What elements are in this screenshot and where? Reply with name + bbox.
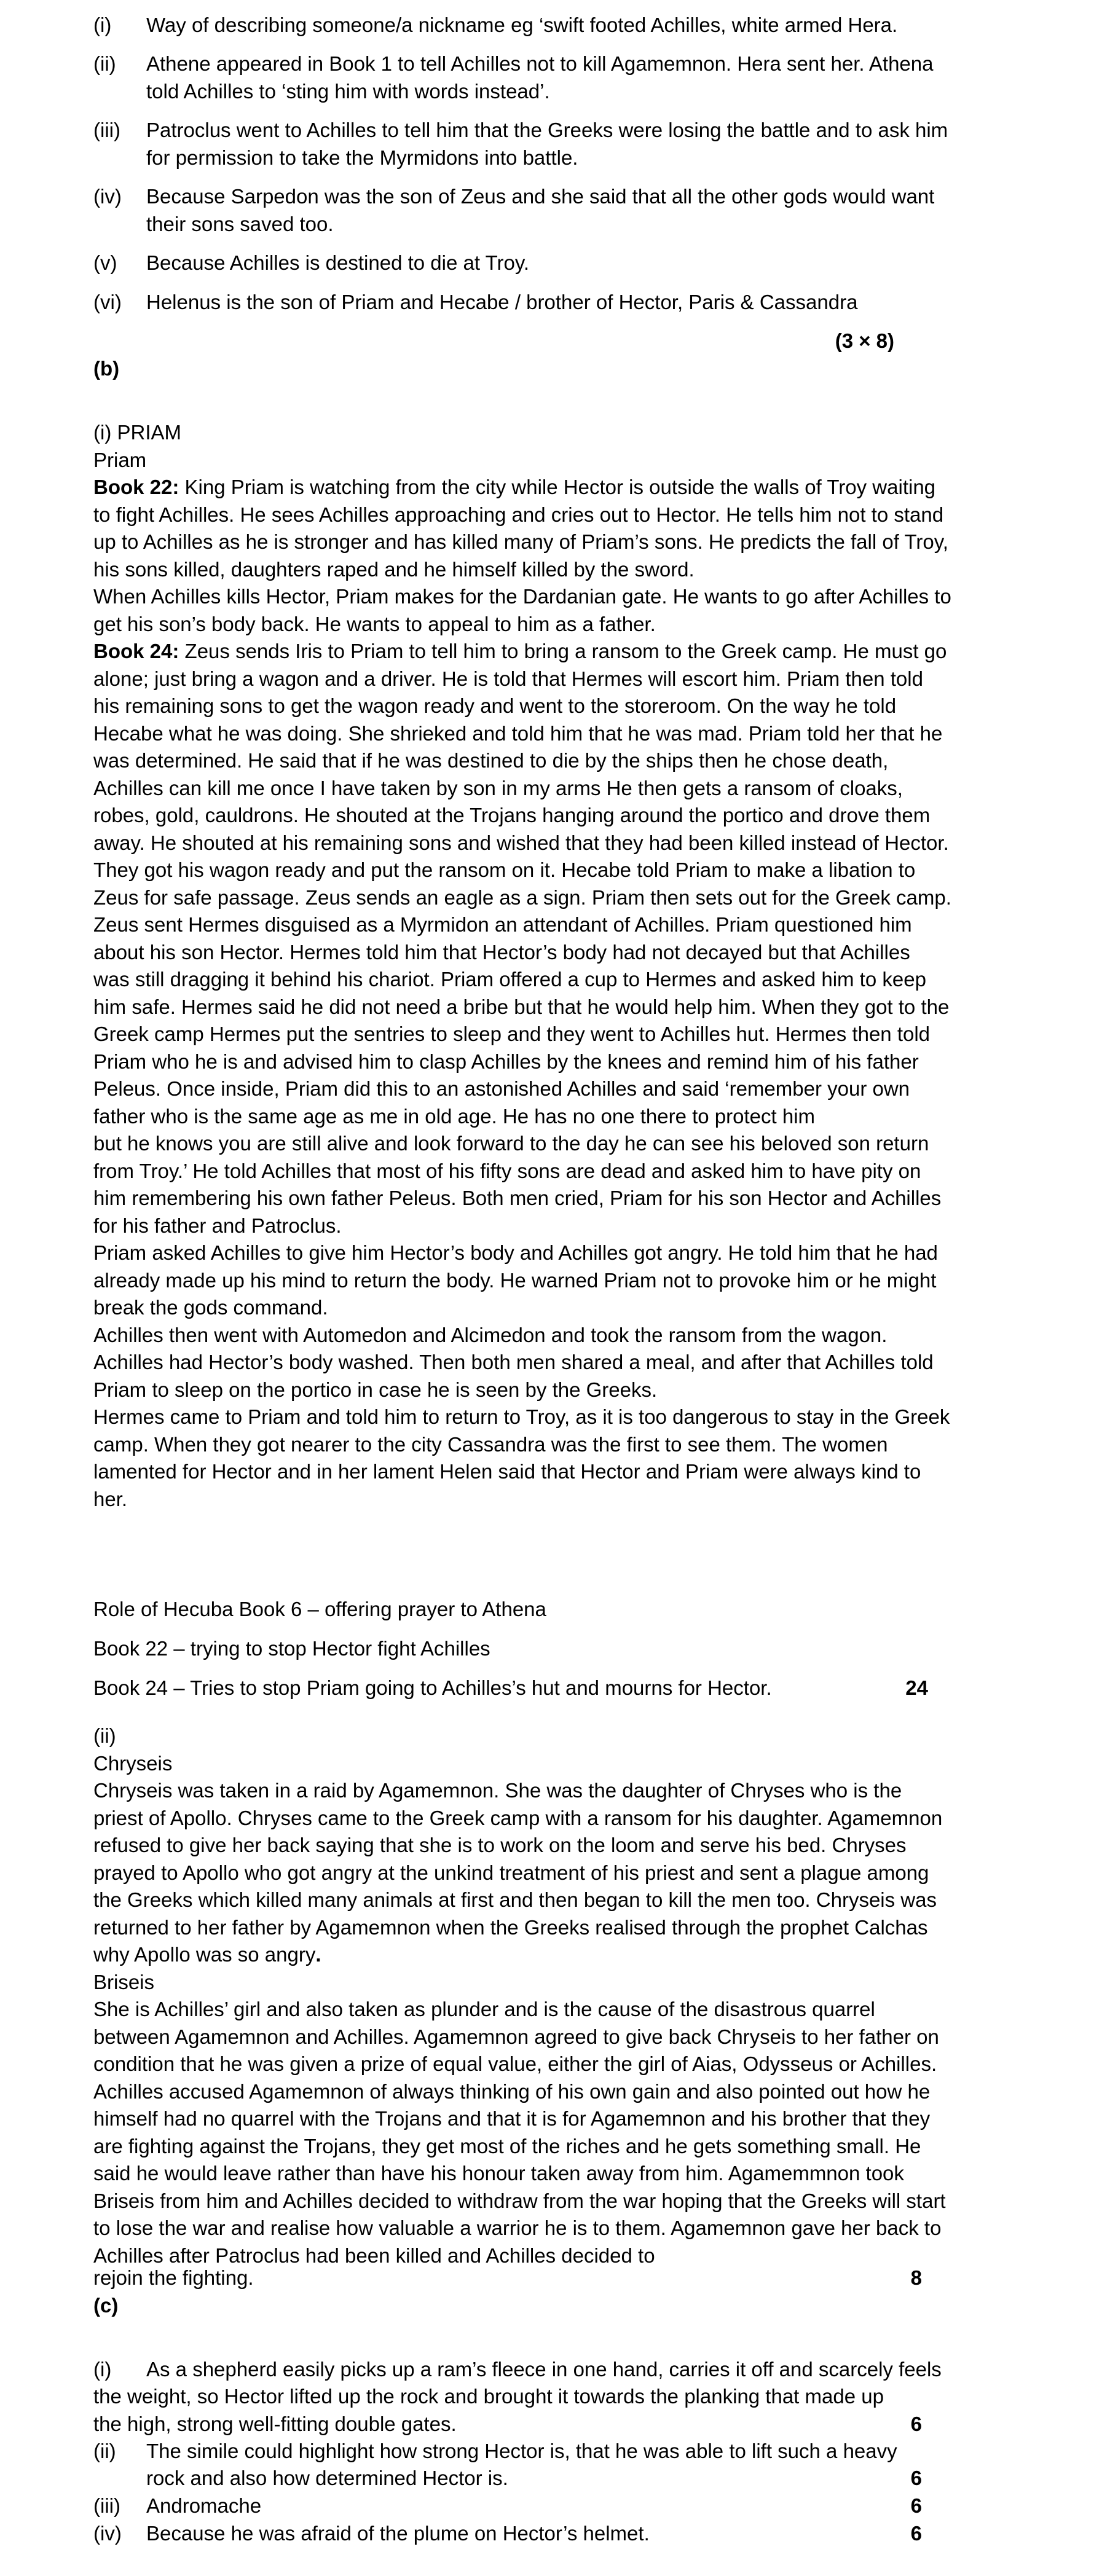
part-b-i-marks: 24 [905, 1676, 928, 1699]
item-number: (ii) [93, 52, 116, 75]
answer-c-iv-marks: 6 [910, 2522, 922, 2545]
part-b-i [93, 419, 951, 1513]
item-number: (ii) [93, 2440, 116, 2462]
paragraph: When Achilles kills Hector, Priam makes for the Dardanian gate. He wants to go after Achilles to get his son’s body back. He wants to appeal to him as a father. [93, 585, 951, 635]
answer-a-iv: Because Sarpedon was the son of Zeus and she said that all the other gods would want their sons saved too. [146, 185, 935, 235]
answer-c-i-marks: 6 [910, 2413, 922, 2435]
section-a-marks: (3 × 8) [835, 329, 894, 352]
part-b-ii-marks: 8 [910, 2266, 922, 2289]
book-label: Book 24: [93, 640, 179, 662]
answer-c-ii-line: The simile could highlight how strong Hector is, that he was able to lift such a heavy [146, 2440, 897, 2462]
part-b-ii [93, 1722, 951, 2269]
answer-c-ii-marks: 6 [910, 2467, 922, 2489]
paragraph-text: King Priam is watching from the city while Hector is outside the walls of Troy waiting to fight Achilles. He sees Achilles approaching and cries out to Hector. He tells him not to stand up to Achilles as he is stronger and has killed many of Priam’s sons. He predicts the fall of Troy, his sons killed, daughters raped and he himself killed by the sword. [93, 476, 948, 581]
answer-c-i-line: As a shepherd easily picks up a ram’s fleece in one hand, carries it off and scarcely feels [146, 2358, 942, 2381]
book24-paragraph [93, 638, 951, 857]
role-hecuba-line: Role of Hecuba Book 6 – offering prayer to Athena [93, 1598, 546, 1620]
item-number: (iii) [93, 119, 120, 141]
book22-line: Book 22 – trying to stop Hector fight Achilles [93, 1637, 490, 1660]
paragraph-text: Zeus sends Iris to Priam to tell him to bring a ransom to the Greek camp. He must go alone; just bring a wagon and a driver. He is told that Hermes will escort him. Priam then told his remaining sons to get the wagon ready and went to the storeroom. On the way he told Hecabe what he was doing. She shrieked and told him that he was mad. Priam told her that he was determined. He said that if he was destined to die by the ships then he chose death, Achilles can kill me once I have taken by son in my arms He then gets a ransom of cloaks, robes, gold, cauldrons. He shouted at the Trojans hanging around the portico and drove them away. He shouted at his remaining sons and wished that they had been killed instead of Hector. [93, 640, 949, 854]
book-label: Book 22: [93, 476, 179, 498]
subheading: Briseis [93, 1970, 155, 1993]
section-b-label: (b) [93, 357, 120, 380]
answer-a-i: Way of describing someone/a nickname eg ‘swift footed Achilles, white armed Hera. [146, 14, 898, 36]
answer-c-iii: Andromache [146, 2494, 262, 2517]
item-number: (v) [93, 251, 117, 274]
paragraph: She is Achilles’ girl and also taken as plunder and is the cause of the disastrous quarrel between Agamemnon and Achilles. Agamemnon agreed to give back Chryseis to her father on condition that he was given a prize of equal value, either the girl of Aias, Odysseus or Achilles. Achilles accused Agamemnon of always thinking of his own gain and also pointed out how he himself had no quarrel with the Trojans and that it is for Agamemnon and his brother that they are fighting against the Trojans, they get most of the riches and he gets something small. He said he would leave rather than have his honour taken away from him. Agamemmnon took Briseis from him and Achilles decided to withdraw from the war hoping that the Greeks will start to lose the war and realise how valuable a warrior he is to them. Agamemnon gave her back to Achilles after Patroclus had been killed and Achilles decided to [93, 1998, 946, 2267]
paragraph-last-line: rejoin the fighting. [93, 2266, 254, 2289]
paragraph: Priam asked Achilles to give him Hector’s body and Achilles got angry. He told him that he had already made up his mind to return the body. He warned Priam not to provoke him or he might break the gods command. [93, 1241, 938, 1319]
item-number: (iv) [93, 2522, 122, 2545]
paragraph: Zeus sent Hermes disguised as a Myrmidon an attendant of Achilles. Priam questioned him about his son Hector. Hermes told him that Hector’s body had not decayed but that Achilles was still dragging it behind his chariot. Priam offered a cup to Hermes and asked him to keep him safe. Hermes said he did not need a bribe but that he would help him. When they got to the Greek camp Hermes put the sentries to sleep and they went to Achilles hut. Hermes then told Priam who he is and advised him to clasp Achilles by the knees and remind him of his father Peleus. Once inside, Priam did this to an astonished Achilles and said ‘remember your own father who is the same age as me in old age. He has no one there to protect him [93, 913, 950, 1128]
section-c-label: (c) [93, 2294, 119, 2317]
answer-c-i-line: the weight, so Hector lifted up the rock and brought it towards the planking that made up [93, 2385, 884, 2408]
paragraph-text: Chryseis was taken in a raid by Agamemnon. She was the daughter of Chryses who is the priest of Apollo. Chryses came to the Greek camp with a ransom for his daughter. Agamemnon refused to give her back saying that she is to work on the loom and serve his bed. Chryses prayed to Apollo who got angry at the unkind treatment of his priest and sent a plague among the Greeks which killed many animals at first and then began to kill the men too. Chryseis was returned to her father by Agamemnon when the Greeks realised through the prophet Calchas why Apollo was so angry [93, 1779, 943, 1966]
answer-c-iii-marks: 6 [910, 2494, 922, 2517]
answer-a-ii: Athene appeared in Book 1 to tell Achilles not to kill Agamemnon. Hera sent her. Athena told Achilles to ‘sting him with words instead’. [146, 52, 934, 103]
paragraph-end: . [315, 1943, 321, 1966]
book22-paragraph [93, 474, 951, 583]
paragraph: Hermes came to Priam and told him to return to Troy, as it is too dangerous to stay in the Greek camp. When they got nearer to the city Cassandra was the first to see them. The women lamented for Hector and in her lament Helen said that Hector and Priam were always kind to her. [93, 1405, 950, 1510]
answer-c-iv: Because he was afraid of the plume on Hector’s helmet. [146, 2522, 650, 2545]
subheading: Priam [93, 448, 147, 471]
item-number: (vi) [93, 291, 122, 313]
book24-line: Book 24 – Tries to stop Priam going to Achilles’s hut and mourns for Hector. [93, 1676, 772, 1699]
item-number: (iii) [93, 2494, 120, 2517]
subheading: Chryseis [93, 1751, 173, 1775]
part-label: (ii) [93, 1724, 116, 1747]
answer-c-i-line: the high, strong well-fitting double gates. [93, 2413, 457, 2435]
paragraph: Achilles then went with Automedon and Alcimedon and took the ransom from the wagon. Achilles had Hector’s body washed. Then both men shared a meal, and after that Achilles told Priam to sleep on the portico in case he is seen by the Greeks. [93, 1323, 934, 1401]
part-heading: (i) PRIAM [93, 421, 181, 444]
paragraph: They got his wagon ready and put the ransom on it. Hecabe told Priam to make a libation to Zeus for safe passage. Zeus sends an eagle as a sign. Priam then sets out for the Greek camp. [93, 858, 951, 909]
item-number: (i) [93, 14, 112, 36]
paragraph: but he knows you are still alive and look forward to the day he can see his beloved son return from Troy.’ He told Achilles that most of his fifty sons are dead and asked him to have pity on him remembering his own father Peleus. Both men cried, Priam for his son Hector and Achilles for his father and Patroclus. [93, 1132, 942, 1237]
answer-c-ii-line: rock and also how determined Hector is. [146, 2467, 508, 2489]
answer-a-vi: Helenus is the son of Priam and Hecabe / brother of Hector, Paris & Cassandra [146, 291, 858, 313]
answer-a-v: Because Achilles is destined to die at Troy. [146, 251, 530, 274]
answer-a-iii: Patroclus went to Achilles to tell him that the Greeks were losing the battle and to ask him for permission to take the Myrmidons into battle. [146, 119, 948, 169]
item-number: (i) [93, 2358, 112, 2381]
item-number: (iv) [93, 185, 122, 208]
chryseis-paragraph [93, 1777, 951, 1969]
